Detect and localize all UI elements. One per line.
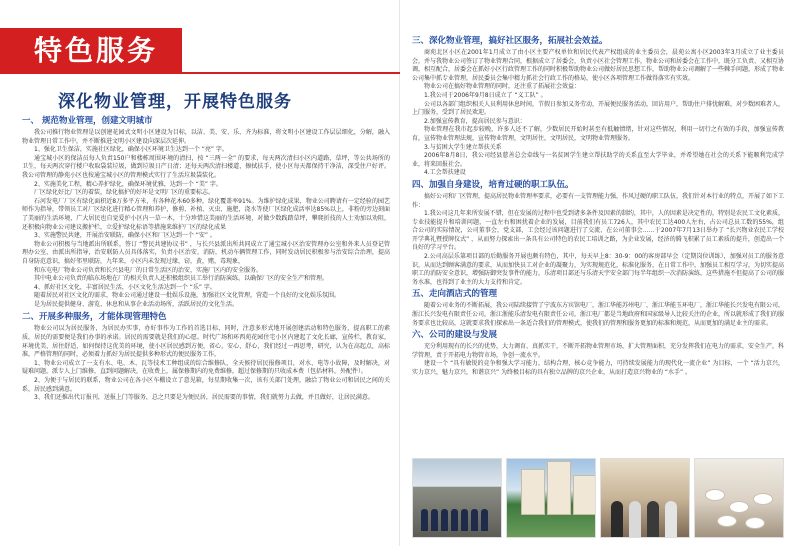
right-body (412, 34, 784, 378)
paragraph: 物业公司以为居民服务，为居民办实事，办好事作为工作的首选目标，同时，注意多形式地开展创建活动和特色服务，提高职工的素质，居民的需要便是我们办事的承诺。居民的需要就是我们的心愿。时代广场和环西苑花园住宅小区内建起了文化长廊，宣传栏，教育家，环境优美，居住舒适，如何保持这优美的环境，使小区居民感到方便，省心，安心，舒心，我们经过一再思考，研究，认为在高起点，高标准，严格管理的同时，必须着力抓好为居民提供多种形式的便民服务工作， (22, 325, 390, 359)
paragraph: 2.公司高层乐第项目部的后勤服务开展也颇有特色，其中，每天早上8：30-9：00的客房部早会（定期岗位训练），加强对员工的服务意识，从而达到顾客满意的要求，从而加快员工对企业的凝聚力，为实现规范化，标准化服务，在日常工作中，加强员工相互学习，为切实提高职工的消防安全意识，增强防御突发事件的能力，乐清项目部还与乐清天宇安全部门每半年组织一次消防演练，这些措施不但提高了公司的服务水准，也得到了业主的大力支持和肯定。 (412, 253, 785, 286)
paragraph: 和东屯电厂物业公司负责和长兴县电厂的日常生活区的治安，实施厂区内的安全服务。 (34, 266, 263, 274)
paragraph: 3.与贫困大学生建立帮扶关系 (424, 143, 502, 151)
plate-shape (705, 489, 725, 501)
paragraph: 3、实施警民共建，开展治安联防，确保小区和厂区达到一个 “安” 。 (34, 232, 216, 240)
staff-figure (471, 509, 478, 531)
staff-figure (481, 509, 488, 531)
plate-shape (753, 493, 773, 505)
plate-shape (729, 501, 749, 513)
person-figure (629, 501, 641, 537)
paragraph: 厂区绿化好比厂区的着装，绿化搞护的好坏是文明厂区的重要标志。 (34, 189, 215, 197)
paragraph: 2006年8月8日，我公司经县慈善总会牵线与一名贫困学生建立帮扶助学的关系直至大学毕业，并希望她在社会的关系下能顺利完成学业，将来回报社会。 (412, 152, 784, 168)
section-heading-4: 四、加强自身建设，培育过硬的职工队伍。 (412, 179, 574, 190)
paragraph: 通宝城小区的保洁员每人负责150户和楼栋周围环境的清扫，按 “三两一全” 的要求，每天两次清扫小区内道路，草坪，等公共场所的卫生，每天两次穿行楼户收取袋装垃圾，做到垃圾日产日清；还每天两次清扫楼道，擦拭扶手，使小区每天都保持干净洁，深受住户好评。我公司管理的静苑小区也按通宝城小区的管理模式实行了生活垃圾袋装化。 (22, 154, 390, 179)
paragraph: 2、为便于与居民的联系，物业公司在各小区车棚设立了意见箱，每星期收集一次，该有关部门处理，融洽了物业公司和居民之间的关系，居民感到满意。 (22, 377, 390, 393)
page-subtitle: 深化物业管理，开展特色服务 (58, 92, 292, 112)
paragraph: 搞好公司和厂区管理，提高居民物业管理率要求，必要有一支管理能力强，作风过硬的职工队伍，我们针对本行业的特点，开展了如下工作： (412, 192, 785, 209)
person-figure (665, 501, 677, 537)
paragraph: 物业公司在搞好物业管理的同时，还注重了拓展社会效益： (424, 83, 581, 91)
paragraph: 1.我公司这几年来所发展不错，但在发展的过程中也受到诸多条件及因素的制约，其中，人的因素是决定性的，特别是农民工文化素质，专业技能提升和培训问题，一直左右和困扰着企业的发展，目前我们有员工726人，其中农民工达400人左右，占公司总员工数的55%，组合公司的实际情况，公司董事会，党支部，工会经过该问题进行了交流，在公司董事会……于2007年7月13日举办了 “长兴物业农民工学校开学典礼暨授牌仪式” ，从而努力探索出一条具有公司特色的农民工培训之路，为企业发展，经济的腾飞积累了员工素质的提升，创造出一个良好的学习平台。 (412, 210, 784, 252)
plate-shape (745, 517, 765, 529)
building-shape (573, 475, 596, 515)
staff-figure (461, 509, 468, 531)
paragraph: 石河发电厂厂区有绿化面积近8万多平方米，有各种花木60多种，绿化覆盖率91%。为维护绿化成果，物业公司聘请有一定经验的园艺师作为指导，带领员工对厂区绿化进行精心管理和养护，修剪、补植、灭虫、施肥，浇水等使厂区绿化成活率达85%以上，非粉的旁边刻面了美丽的生活环境，广大居民也自觉爱护小区内一草一木，十分珍惜这美丽的生活环境，对做少数践踏草坪，攀爬折技的人士劝加以劝阻，还积极向物业公司建议搬护栏，立爱护绿化标语等措施来维护厂区的绿化成果 (22, 197, 390, 231)
paragraph: 4.工会帮扶建设 (424, 169, 466, 177)
photo-building-garden (506, 458, 596, 538)
staff-figure (421, 509, 428, 531)
paragraph: 随着居民对社区文化的需求，物业公司通过建设一批娱乐设施，加强社区文化管理，营造一个良好的文化娱乐氛围。 (34, 292, 341, 300)
page-title: 特色服务 (34, 34, 159, 67)
paragraph: 2、实施美化工程，精心养护绿化，确保环境优雅，达到一个 “美” 字。 (34, 180, 222, 188)
photo-staff-lineup (412, 458, 502, 538)
person-figure (611, 501, 623, 537)
paragraph: 1、强化卫生保洁，实施社区绿化，确保小区环境卫生达到一个 “亮” 字。 (34, 146, 228, 154)
paragraph: 充分利用现有的长兴的优势，大力调育、真抓实干，不断开拓物业管理市场，扩大管理面积，充分发挥我们在电力的需求，安全生产，科学管理，责于开拓电力物管市场，争创一流水平。 (412, 343, 785, 359)
section-heading-6: 六、公司的建设与发展 (412, 330, 498, 341)
staff-figure (441, 509, 448, 531)
paragraph: 其中电业公司负责的临东场地在厂的相关负责人还积极组织员工举行消防演练，以确保厂区的安全生产和管理。 (34, 275, 329, 283)
section-heading-1: 一、 规范物业管理，创建文明城市 (22, 116, 153, 126)
paragraph: 物业公司积极与当地派出所联系，签订 “警民共建协议书” ，与长兴县派出所共同成立了通宝城小区治安管理办公室和外来人员登记管理办公室，由派出所指导，治安联防人员具体落实，负责小区治安，消防，机动车辆管理工作，同时发动居民积极参与治安综合治理，提高自身防范意识，搞好邻里联防，九年来，小区内未发现过缘，窃，黄，赌，毒现象， (22, 240, 390, 265)
building-shape (547, 461, 571, 515)
section-heading-3: 三、深化物业管理，搞好社区服务，拓展社会效益。 (412, 36, 608, 46)
paragraph: 公司以各部门组织相关人员利用休息时间，节假日参加义务劳动，开展便民服务活动，回访用户，帮助住户排忧解难，对少数困难者人，上门服务，受到了居民欢迎。 (412, 100, 785, 117)
paragraph: 我公司推行物业管理是以创建花园式文明小区建设为目标，以洁、美、安、乐、齐为标准，将文明小区建设工作层层细化，分解，融入物业管理日常工作中，并不断推进文明小区建设向深层次延伸。 (22, 129, 390, 145)
staff-figure (451, 509, 458, 531)
photo-meeting (600, 458, 690, 538)
paragraph: 物业管理在我市起步较晚，许多人还不了解，少数居民开始时甚至有抵触情绪，针对这些情况，利用一切行之有效的手段，加强宣传教育，宣传物业管理法规，宣传物业管理，文明居住，文明居民，文明物业管理服务。 (412, 126, 784, 142)
paragraph: 1.我公司于2006年9月8日成立了 “义工队” 。 (424, 91, 547, 99)
section-heading-2: 二、开展多种服务，才能体现管理特色 (22, 312, 167, 323)
building-shape (521, 469, 545, 515)
page-spine-divider (399, 0, 400, 546)
paragraph: 2.加强宣传教育，提高居民参与意识： (424, 117, 526, 125)
photo-banquet-table (694, 458, 784, 538)
paragraph: 4、抓好社区文化，丰富居民生活，小区文化生活达到一个 “乐” 字。 (34, 283, 216, 291)
plate-shape (717, 515, 737, 527)
paragraph: 3、我们还推出代订报刊，送报上门等服务，总之只要是为便民居，居民需要的事情，我们就努力去做，并且做好，让居民满意。 (34, 394, 374, 402)
paragraph: 建设一个 “具有敏锐的竞争和强大学习能力，结构合理，核心竞争能力，可持续发展能力的现代化一流企业” 为目标，一个 “活力京兴，实力京兴，魅力京兴，和谐京兴” 为终极目标的具有独立品牌的京兴企业，从而打造京兴物业的 “水手” 。 (412, 360, 784, 376)
banner-underline (182, 72, 400, 74)
photo-strip (412, 458, 784, 536)
person-figure (647, 501, 659, 537)
left-body (22, 113, 390, 403)
paragraph: 1、物业公司成立了一支有水、电、木、瓦等技术工种组成的综合维修队，全天候待居民报修项目，对水、电等小故障，及时解决，对疑难问题，派专人上门维修，直到问题解决，在收费上，属保修期内的免费维修，超过保修期的只收成本费（包括材料，外配件）。 (22, 359, 390, 376)
paragraph: 是为居民提供健身、游览、休息和从事企业活动场所，活跃居民的文化生活。 (34, 300, 239, 308)
paragraph: 随着公司业务的不断拓展，我公司陆续接管了宁波东方宾馆电厂，浙江华能苏州电厂，浙江华能玉环电厂，浙江华能长兴发电有限公司，浙江长兴发电有限责任公司，浙江浙能乐清发电有限责任公司，浙江电厂都是当地政府和国家级导人比较关注的企业，所以就形成了我们的服务要求也比较高，这就要求我们探索出一条适合我们的管理模式，使我们的管理和服务更加的标准和规范，从而更加的满足业主的需求。 (412, 302, 785, 327)
section-heading-5: 五、走向酒店式的管理 (412, 289, 498, 300)
paragraph: 商苑北区小区在2001年1月成立了由小区主要产权单位和居民代表产权组成的业主委员会，晨苑公寓小区2003年3月成立了业主委员会，并与我物业公司签订了物业管理合同，根据成立了居委会，负责小区社会管理工作，物业公司和居委会在工作中，既分工负责、又相互协调，相互配合，居委会在抓好小区行政管理工作的同时积极帮助物业公司做好居民思想工作，帮助物业公司调解了一些棘手问题，形成了物业公司集中抓专业管理，居民委员会集中精力抓社会行政工作的格局，使小区各项管理工作做得落实有实效。 (412, 49, 785, 82)
staff-figure (431, 509, 438, 531)
